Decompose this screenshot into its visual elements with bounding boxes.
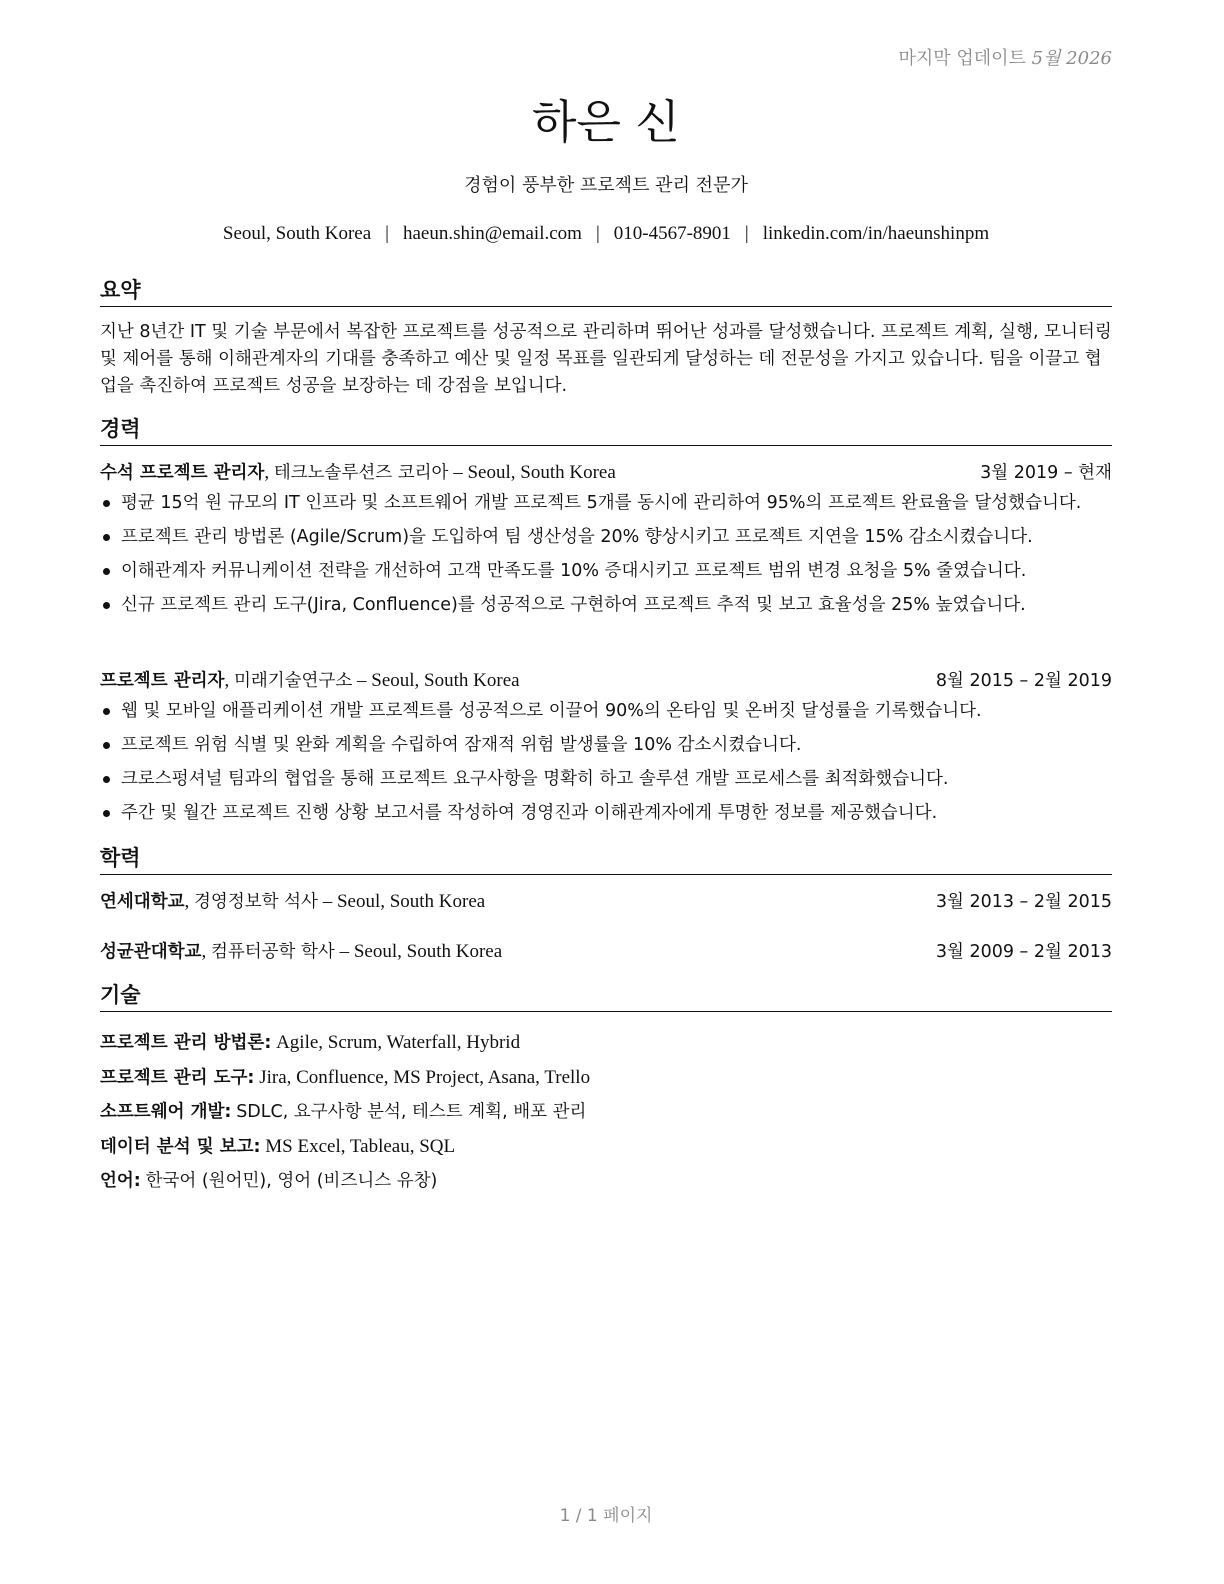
- experience-header: 프로젝트 관리자, 미래기술연구소 – Seoul, South Korea 8월 2015 – 2월 2019: [100, 668, 1112, 694]
- education-school: 연세대학교: [100, 892, 185, 912]
- experience-bullet: 웹 및 모바일 애플리케이션 개발 프로젝트를 성공적으로 이끌어 90%의 온타임 및 온버짓 달성률을 기록했습니다.: [100, 698, 1112, 724]
- education-degree: 경영정보학 석사: [194, 892, 318, 912]
- contact-phone: 010-4567-8901: [613, 223, 731, 244]
- education-dates: 3월 2013 – 2월 2015: [935, 892, 1112, 912]
- last-updated-prefix: 마지막 업데이트: [898, 48, 1026, 69]
- section-title-skills: 기술: [100, 981, 1112, 1012]
- section-title-summary: 요약: [100, 276, 1112, 307]
- candidate-name: 하은 신: [532, 95, 680, 149]
- skill-label: 프로젝트 관리 도구:: [100, 1067, 255, 1088]
- section-title-education: 학력: [100, 844, 1112, 875]
- contact-separator: |: [744, 223, 749, 244]
- skill-item: [100, 1095, 1112, 1130]
- experience-bullet: 이해관계자 커뮤니케이션 전략을 개선하여 고객 만족도를 10% 증대시키고 프로젝트 범위 변경 요청을 5% 줄였습니다.: [100, 558, 1112, 584]
- experience-role: 프로젝트 관리자: [100, 671, 225, 691]
- last-updated: [898, 44, 1112, 70]
- candidate-title: 경험이 풍부한 프로젝트 관리 전문가: [464, 175, 748, 196]
- contact-location: Seoul, South Korea: [222, 223, 372, 244]
- experience-bullets: [100, 698, 1112, 826]
- page-footer: 1 / 1 페이지: [559, 1506, 653, 1526]
- skill-value: Agile, Scrum, Waterfall, Hybrid: [276, 1032, 521, 1053]
- experience-location: – Seoul, South Korea: [453, 462, 616, 483]
- resume-page: [100, 0, 1112, 1584]
- skill-value: MS Excel, Tableau, SQL: [265, 1135, 456, 1157]
- skill-value: Jira, Confluence, MS Project, Asana, Trello: [259, 1066, 591, 1088]
- contact-line: [100, 223, 1112, 245]
- skill-value: 한국어 (원어민), 영어 (비즈니스 유창): [145, 1171, 438, 1191]
- experience-header: 수석 프로젝트 관리자, 테크노솔루션즈 코리아 – Seoul, South Korea 3월 2019 – 현재: [100, 460, 1112, 486]
- experience-company: 미래기술연구소: [233, 671, 353, 691]
- experience-dates: 8월 2015 – 2월 2019: [935, 671, 1112, 691]
- skill-label: 소프트웨어 개발:: [100, 1102, 232, 1122]
- skill-item: [100, 1130, 1112, 1165]
- contact-separator: |: [595, 223, 600, 244]
- experience-bullet: 평균 15억 원 규모의 IT 인프라 및 소프트웨어 개발 프로젝트 5개를 동시에 관리하여 95%의 프로젝트 완료율을 달성했습니다.: [100, 490, 1112, 516]
- experience-bullet: 주간 및 월간 프로젝트 진행 상황 보고서를 작성하여 경영진과 이해관계자에게 투명한 정보를 제공했습니다.: [100, 800, 1112, 826]
- education-location: – Seoul, South Korea: [339, 941, 503, 962]
- experience-company: 테크노솔루션즈 코리아: [273, 463, 449, 483]
- experience-role: 수석 프로젝트 관리자: [100, 463, 265, 483]
- last-updated-date: 5월 2026: [1031, 48, 1112, 69]
- skills-list: [100, 1026, 1112, 1199]
- skill-label: 데이터 분석 및 보고:: [100, 1136, 261, 1157]
- experience-location: – Seoul, South Korea: [357, 670, 520, 691]
- contact-linkedin[interactable]: linkedin.com/in/haeunshinpm: [762, 223, 990, 244]
- skill-item: [100, 1061, 1112, 1096]
- experience-bullet: 크로스펑셔널 팀과의 협업을 통해 프로젝트 요구사항을 명확히 하고 솔루션 개발 프로세스를 최적화했습니다.: [100, 766, 1112, 792]
- skill-value: SDLC, 요구사항 분석, 테스트 계획, 배포 관리: [236, 1102, 587, 1122]
- education-dates: 3월 2009 – 2월 2013: [935, 942, 1112, 962]
- skill-item: [100, 1164, 1112, 1199]
- contact-separator: |: [385, 223, 389, 244]
- skill-label: 언어:: [100, 1171, 141, 1191]
- section-title-experience: 경력: [100, 415, 1112, 446]
- experience-bullet: 프로젝트 관리 방법론 (Agile/Scrum)을 도입하여 팀 생산성을 20% 향상시키고 프로젝트 지연을 15% 감소시켰습니다.: [100, 524, 1112, 550]
- experience-bullets: [100, 490, 1112, 618]
- experience-dates: 3월 2019 – 현재: [980, 463, 1112, 483]
- experience-bullet: 프로젝트 위험 식별 및 완화 계획을 수립하여 잠재적 위험 발생률을 10% 감소시켰습니다.: [100, 732, 1112, 758]
- education-entry: 연세대학교, 경영정보학 석사 – Seoul, South Korea 3월 2013 – 2월 2015: [100, 889, 1112, 915]
- skill-item: [100, 1026, 1112, 1061]
- education-degree: 컴퓨터공학 학사: [210, 942, 335, 962]
- summary-text: 지난 8년간 IT 및 기술 부문에서 복잡한 프로젝트를 성공적으로 관리하며 뛰어난 성과를 달성했습니다. 프로젝트 계획, 실행, 모니터링 및 제어를 통해 이해관계자의 기대를 충족하고 예산 및 일정 목표를 일관되게 달성하는 데 전문성을 가지고 있습니다. 팀을 이끌고 협업을 촉진하여 프로젝트 성공을 보장하는 데 강점을 보입니다.: [100, 322, 1112, 396]
- skill-label: 프로젝트 관리 방법론:: [100, 1033, 272, 1053]
- experience-bullet: 신규 프로젝트 관리 도구(Jira, Confluence)를 성공적으로 구현하여 프로젝트 추적 및 보고 효율성을 25% 높였습니다.: [100, 592, 1112, 618]
- education-school: 성균관대학교: [100, 942, 202, 962]
- education-entry: 성균관대학교, 컴퓨터공학 학사 – Seoul, South Korea 3월 2009 – 2월 2013: [100, 939, 1112, 965]
- contact-email[interactable]: haeun.shin@email.com: [402, 223, 582, 244]
- education-location: – Seoul, South Korea: [322, 891, 486, 912]
